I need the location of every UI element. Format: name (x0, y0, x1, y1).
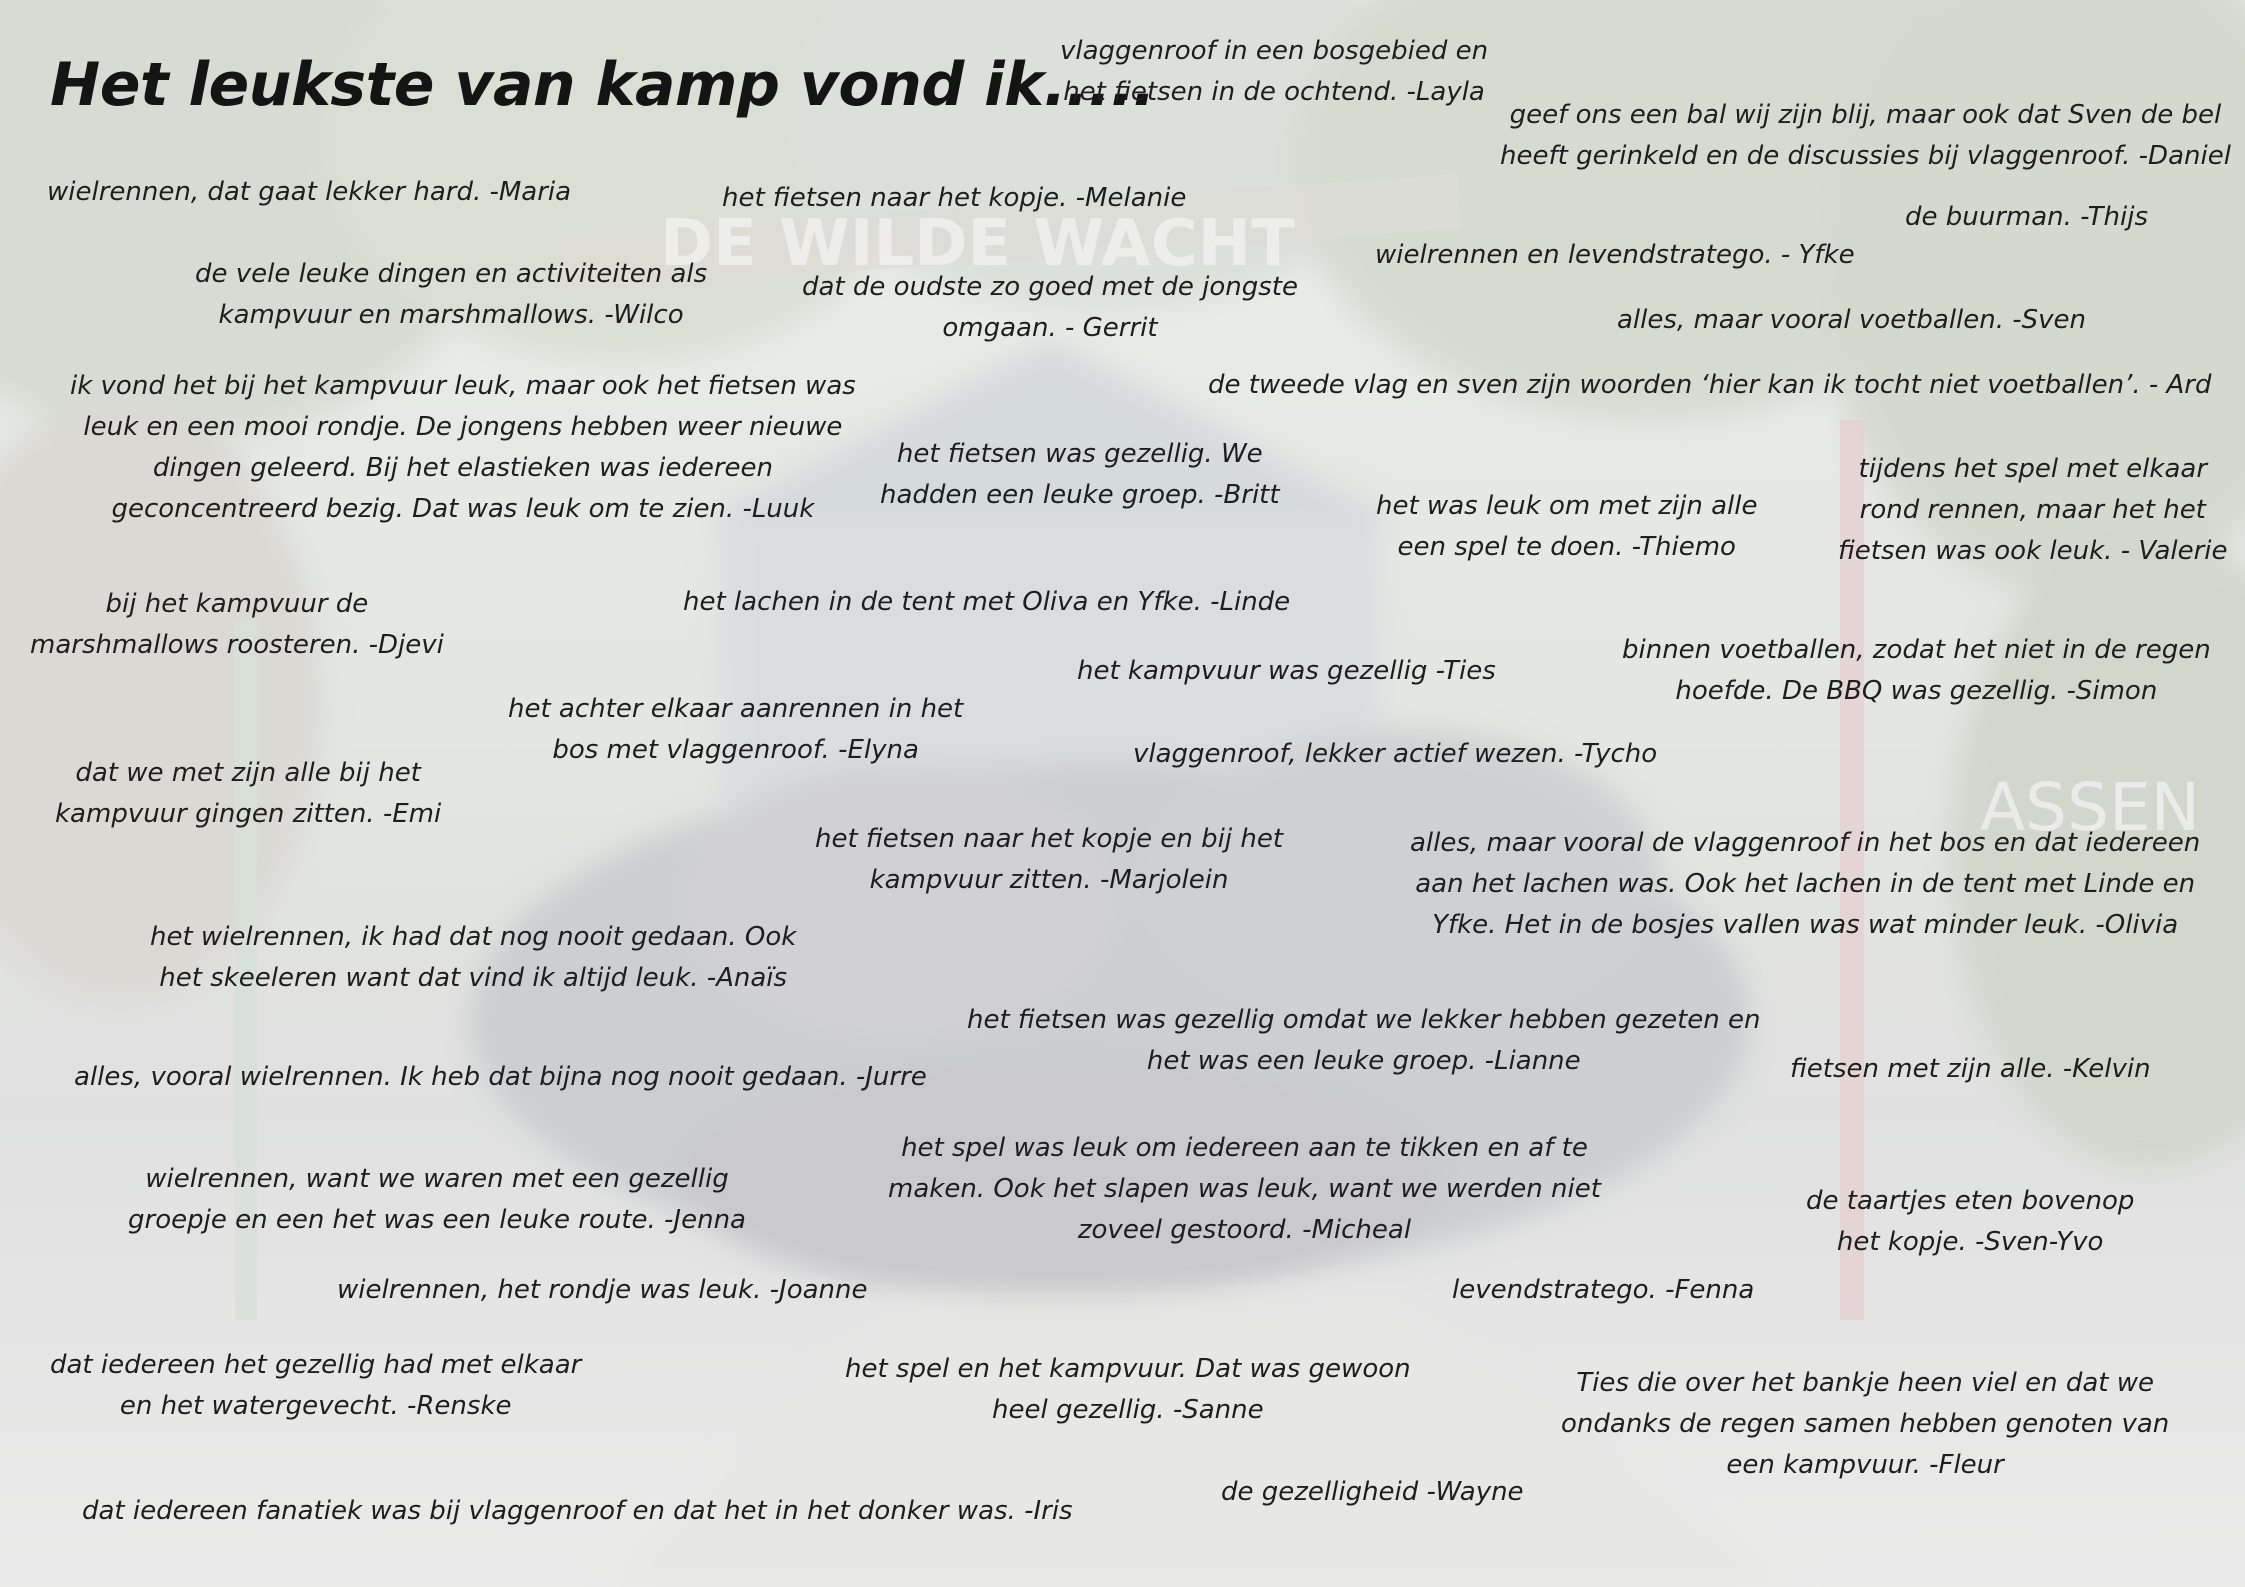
quote-djevi: bij het kampvuur de marshmallows roosteren. -Djevi (30, 589, 444, 660)
quote-sven: alles, maar vooral voetballen. -Sven (1617, 305, 2087, 335)
quote-marjolein: het fietsen naar het kopje en bij het kampvuur zitten. -Marjolein (815, 824, 1284, 895)
quote-melanie: het fietsen naar het kopje. -Melanie (722, 183, 1187, 213)
quote-gerrit: dat de oudste zo goed met de jongste omgaan. - Gerrit (802, 272, 1298, 343)
quote-sven-yvo: de taartjes eten bovenop het kopje. -Sven-Yvo (1806, 1186, 2135, 1257)
quote-kelvin: fietsen met zijn alle. -Kelvin (1790, 1054, 2151, 1084)
quote-tycho: vlaggenroof, lekker actief wezen. -Tycho (1133, 739, 1658, 769)
quote-fenna: levendstratego. -Fenna (1452, 1275, 1755, 1305)
quote-layla: vlaggenroof in een bosgebied en het fietsen in de ochtend. -Layla (1060, 36, 1489, 107)
quote-simon: binnen voetballen, zodat het niet in de regen hoefde. De BBQ was gezellig. -Simon (1622, 635, 2211, 706)
quote-wayne: de gezelligheid -Wayne (1221, 1477, 1524, 1507)
quote-lianne: het fietsen was gezellig omdat we lekker hebben gezeten en het was een leuke groep. -Lianne (967, 1005, 1761, 1076)
quote-britt: het fietsen was gezellig. We hadden een leuke groep. -Britt (880, 439, 1280, 510)
quote-emi: dat we met zijn alle bij het kampvuur gingen zitten. -Emi (55, 758, 442, 829)
quote-jenna: wielrennen, want we waren met een gezellig groepje en een het was een leuke route. -Jenna (128, 1164, 746, 1235)
quote-daniel: geef ons een bal wij zijn blij, maar ook dat Sven de bel heeft gerinkeld en de discussies bij vlaggenroof. -Daniel (1500, 100, 2231, 171)
quote-yfke: wielrennen en levendstratego. - Yfke (1375, 240, 1855, 270)
page-title: Het leukste van kamp vond ik..... (50, 50, 1156, 120)
quote-joanne: wielrennen, het rondje was leuk. -Joanne (337, 1275, 868, 1305)
quote-renske: dat iedereen het gezellig had met elkaar en het watergevecht. -Renske (50, 1350, 582, 1421)
quote-micheal: het spel was leuk om iedereen aan te tikken en af te maken. Ook het slapen was leuk, want we werden niet zoveel gestoord. -Micheal (888, 1133, 1601, 1245)
quote-luuk: ik vond het bij het kampvuur leuk, maar ook het fietsen was leuk en een mooi rondje. De jongens hebben weer nieuwe dingen geleerd. Bij het elastieken was iedereen geconcentreerd bezig. Dat was leuk om te zien. -Luuk (70, 371, 856, 524)
quote-valerie: tijdens het spel met elkaar rond rennen, maar het het fietsen was ook leuk. - Valerie (1838, 454, 2228, 566)
quote-thiemo: het was leuk om met zijn alle een spel te doen. -Thiemo (1376, 491, 1758, 562)
quote-anais: het wielrennen, ik had dat nog nooit gedaan. Ook het skeeleren want dat vind ik altijd leuk. -Anaïs (150, 922, 797, 993)
quote-iris: dat iedereen fanatiek was bij vlaggenroof en dat het in het donker was. -Iris (82, 1496, 1073, 1526)
quote-linde: het lachen in de tent met Oliva en Yfke. -Linde (683, 587, 1291, 617)
quote-ard: de tweede vlag en sven zijn woorden ‘hier kan ik tocht niet voetballen’. - Ard (1208, 370, 2212, 400)
quote-olivia: alles, maar vooral de vlaggenroof in het bos en dat iedereen aan het lachen was. Ook het lachen in de tent met Linde en Yfke. Het in de bosjes vallen was wat minder leuk. -Olivia (1410, 828, 2201, 940)
quote-jurre: alles, vooral wielrennen. Ik heb dat bijna nog nooit gedaan. -Jurre (74, 1062, 927, 1092)
quote-wilco: de vele leuke dingen en activiteiten als kampvuur en marshmallows. -Wilco (195, 259, 708, 330)
quote-elyna: het achter elkaar aanrennen in het bos met vlaggenroof. -Elyna (508, 694, 964, 765)
quote-ties: het kampvuur was gezellig -Ties (1077, 656, 1496, 686)
quote-maria: wielrennen, dat gaat lekker hard. -Maria (47, 177, 572, 207)
quote-sanne: het spel en het kampvuur. Dat was gewoon heel gezellig. -Sanne (845, 1354, 1411, 1425)
quote-thijs: de buurman. -Thijs (1905, 202, 2149, 232)
quote-fleur: Ties die over het bankje heen viel en dat we ondanks de regen samen hebben genoten van een kampvuur. -Fleur (1561, 1368, 2170, 1480)
